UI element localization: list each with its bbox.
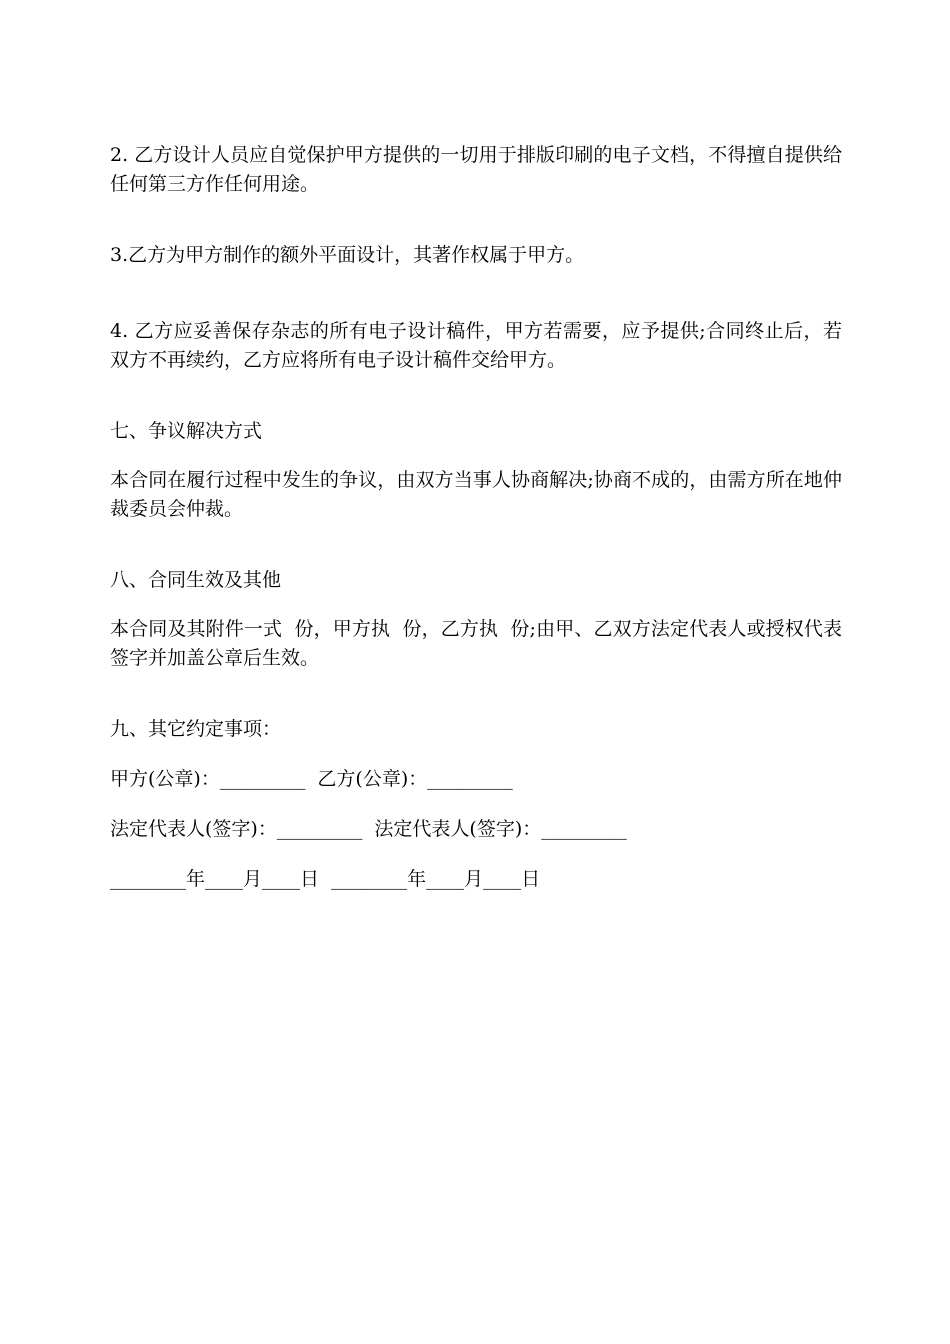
clause-4: 4. 乙方应妥善保存杂志的所有电子设计稿件，甲方若需要，应予提供;合同终止后，若双方不再续约，乙方应将所有电子设计稿件交给甲方。 — [110, 320, 842, 371]
section-8-heading: 八、合同生效及其他 — [110, 569, 282, 591]
section-7-heading: 七、争议解决方式 — [110, 420, 263, 442]
section-8-body: 本合同及其附件一式 份，甲方执 份，乙方执 份;由甲、乙双方法定代表人或授权代表签字并加盖公章后生效。 — [110, 618, 842, 669]
section-7-body: 本合同在履行过程中发生的争议，由双方当事人协商解决;协商不成的，由需方所在地仲裁委员会仲裁。 — [110, 469, 842, 520]
clause-3: 3.乙方为甲方制作的额外平面设计，其著作权属于甲方。 — [110, 244, 585, 266]
representative-signature-line: 法定代表人(签字)：_________ 法定代表人(签字)：_________ — [110, 818, 627, 840]
seal-signature-line: 甲方(公章)：_________ 乙方(公章)：_________ — [110, 768, 513, 790]
clause-2: 2. 乙方设计人员应自觉保护甲方提供的一切用于排版印刷的电子文档，不得擅自提供给任何第三方作任何用途。 — [110, 144, 842, 195]
section-9-heading: 九、其它约定事项： — [110, 718, 282, 740]
date-line: ________年____月____日 ________年____月____日 — [110, 868, 541, 890]
